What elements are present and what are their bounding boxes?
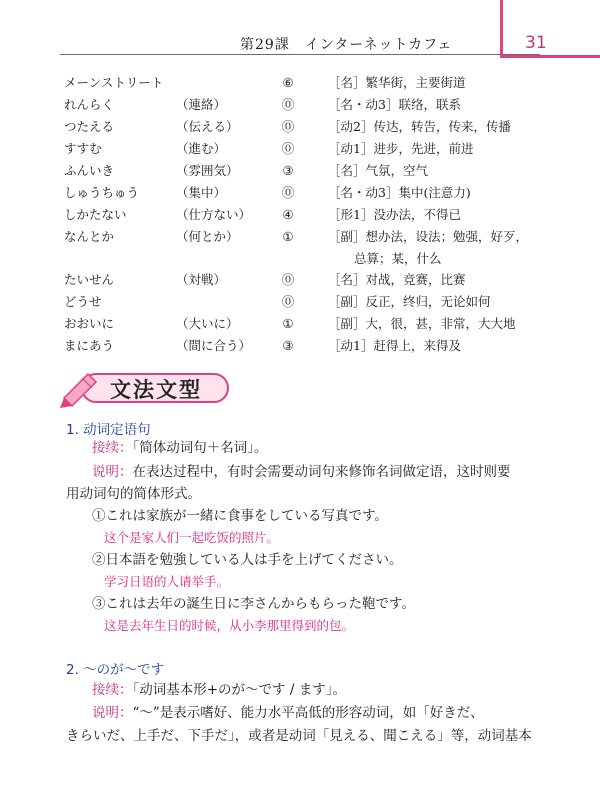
vocab-meaning: ［动1］赶得上，来得及: [328, 338, 461, 353]
vocab-meaning: ［名・动3］集中(注意力): [328, 185, 471, 200]
sec2-jiexu: [92, 680, 346, 700]
sec1-shuoming-line2: 用动词句的简体形式。: [66, 486, 201, 502]
vocab-kanji: （仕方ない）: [176, 207, 252, 222]
sec1-shuoming: [92, 462, 511, 482]
vocab-accent: ⑥: [282, 75, 294, 90]
vocab-meaning: ［名］对战，竞赛，比赛: [328, 272, 466, 287]
vocab-meaning: ［名］繁华街，主要街道: [328, 75, 466, 90]
grammar-section-1-title: 1. 动词定语句: [66, 422, 151, 438]
vocab-accent: ③: [282, 338, 294, 353]
sec1-example1-jp: ①これは家族が一緒に食事をしている写真です。: [92, 508, 388, 524]
vocab-row: [64, 226, 564, 269]
vocab-word: まにあう: [64, 338, 115, 353]
vocab-kanji: （集中）: [176, 185, 227, 200]
vocab-row: [64, 116, 564, 138]
vocab-meaning: ［形1］没办法，不得已: [328, 207, 461, 222]
vocab-kanji: （何とか）: [176, 229, 239, 244]
vocab-word: メーンストリート: [64, 75, 164, 90]
page-header: [60, 0, 600, 58]
jiexu-label: 接续：: [92, 440, 133, 456]
jiexu-text: 「简体动词句＋名词」。: [132, 440, 268, 456]
vocab-word: おおいに: [64, 316, 115, 331]
vocab-row: [64, 182, 564, 204]
sec1-example3-cn: 这是去年生日的时候，从小李那里得到的包。: [104, 618, 355, 633]
vocab-word: どうせ: [64, 294, 102, 309]
page-number: 31: [525, 33, 547, 53]
vocab-row: [64, 313, 564, 335]
vocab-row: [64, 72, 564, 94]
vocabulary-list: [64, 72, 564, 357]
sec1-jiexu: [92, 438, 268, 458]
sec1-example1-cn: 这个是家人们一起吃饭的照片。: [104, 530, 280, 545]
sec2-shuoming: [92, 703, 484, 723]
vocab-accent: ⓪: [281, 272, 295, 287]
vocab-row: [64, 204, 564, 226]
shuoming-line1: 在表达过程中，有时会需要动词句来修饰名词做定语，这时则要: [132, 464, 511, 480]
jiexu-text: 「动词基本形+のが～です / ます」。: [132, 682, 346, 698]
vocab-accent: ⓪: [281, 294, 295, 309]
sec1-example3-jp: ③これは去年の誕生日に李さんからもらった鞄です。: [92, 596, 415, 612]
vocab-kanji: （連絡）: [176, 97, 227, 112]
grammar-banner-title: 文法文型: [110, 378, 202, 402]
vocab-meaning-cont: 总算；某，什么: [354, 251, 442, 266]
header-rule: [60, 54, 540, 55]
vocab-meaning: ［副］反正，终归，无论如何: [328, 294, 491, 309]
vocab-word: れんらく: [64, 97, 115, 112]
grammar-banner: [58, 368, 238, 408]
shuoming-label: 说明：: [92, 464, 133, 480]
vocab-word: しゅうちゅう: [64, 185, 140, 200]
sec2-shuoming-line2: きらいだ、上手だ、下手だ」，或者是动词「見える、聞こえる」等，动词基本: [66, 728, 532, 744]
page-number-tab: [500, 0, 600, 58]
shuoming-line1: “～”是表示嗜好、能力水平高低的形容动词，如「好きだ、: [132, 705, 484, 721]
vocab-word: たいせん: [64, 272, 115, 287]
vocab-accent: ④: [282, 207, 294, 222]
vocab-kanji: （大いに）: [176, 316, 239, 331]
vocab-row: [64, 335, 564, 357]
vocab-row: [64, 160, 564, 182]
vocab-word: ふんいき: [64, 163, 115, 178]
vocab-row: [64, 94, 564, 116]
vocab-accent: ①: [282, 316, 294, 331]
vocab-accent: ⓪: [281, 185, 295, 200]
vocab-word: つたえる: [64, 119, 115, 134]
vocab-row: [64, 138, 564, 160]
vocab-row: [64, 269, 564, 291]
vocab-accent: ⓪: [281, 119, 295, 134]
jiexu-label: 接续：: [92, 682, 133, 698]
chapter-title: 第29課 インターネットカフェ: [240, 37, 453, 53]
grammar-section-2-title: 2. ～のが～です: [66, 662, 165, 678]
vocab-accent: ③: [282, 163, 294, 178]
vocab-word: なんとか: [64, 229, 115, 244]
vocab-meaning: ［名］气氛，空气: [328, 163, 429, 178]
vocab-accent: ⓪: [281, 97, 295, 112]
vocab-accent: ①: [282, 229, 294, 244]
vocab-meaning: ［名・动3］联络，联系: [328, 97, 461, 112]
vocab-meaning: ［副］想办法，设法；勉强，好歹，: [328, 229, 529, 244]
vocab-kanji: （進む）: [176, 141, 227, 156]
sec1-example2-jp: ②日本語を勉強している人は手を上げてください。: [92, 552, 403, 568]
vocab-row: [64, 291, 564, 313]
shuoming-label: 说明：: [92, 705, 133, 721]
vocab-kanji: （雰囲気）: [176, 163, 239, 178]
vocab-word: すすむ: [64, 141, 102, 156]
vocab-word: しかたない: [64, 207, 127, 222]
vocab-kanji: （間に合う）: [176, 338, 252, 353]
vocab-meaning: ［动2］传达，转告，传来，传播: [328, 119, 511, 134]
vocab-kanji: （伝える）: [176, 119, 239, 134]
vocab-accent: ⓪: [281, 141, 295, 156]
vocab-meaning: ［副］大，很，甚，非常，大大地: [328, 316, 516, 331]
vocab-meaning: ［动1］进步，先进，前进: [328, 141, 474, 156]
sec1-example2-cn: 学习日语的人请举手。: [104, 574, 230, 589]
vocab-kanji: （対戦）: [176, 272, 227, 287]
